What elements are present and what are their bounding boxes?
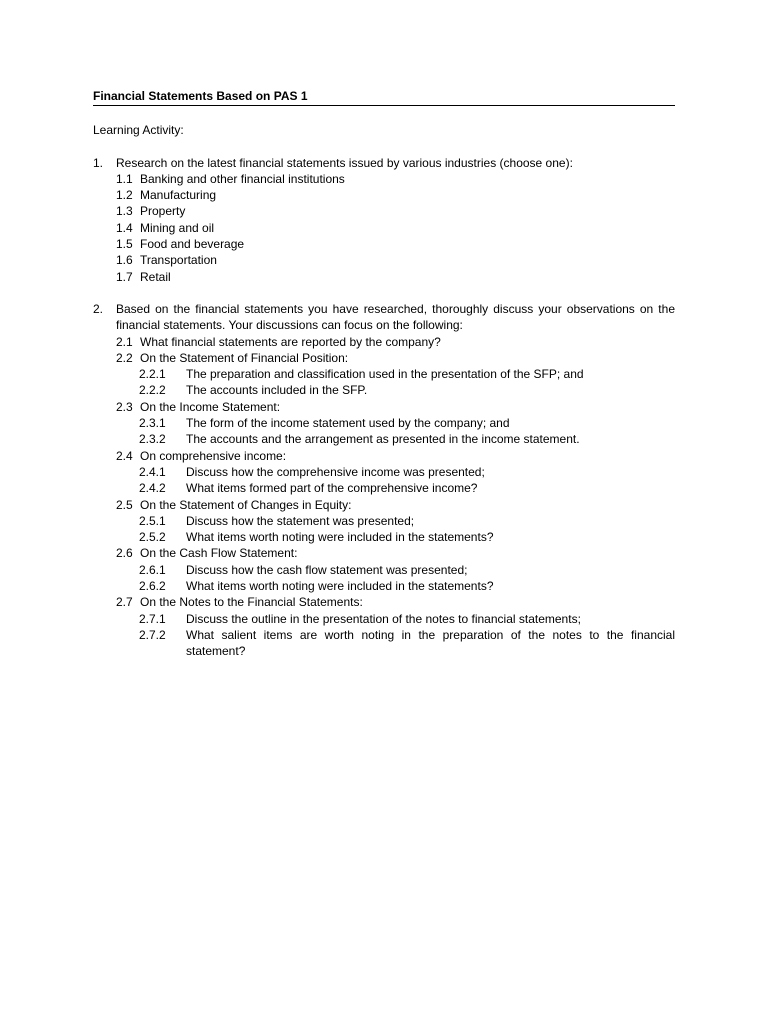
item-text: Research on the latest financial statements issued by various industries (choose one): xyxy=(116,155,573,170)
sub-sub-text: What items worth noting were included in the statements? xyxy=(186,579,494,594)
sub-sub-number: 2.2.1 xyxy=(139,367,166,382)
sub-number: 1.3 xyxy=(116,204,133,219)
item-number: 2. xyxy=(93,301,104,316)
sub-item xyxy=(116,252,675,268)
sub-number: 2.6 xyxy=(116,546,133,561)
sub-item xyxy=(116,220,675,236)
sub-text: Transportation xyxy=(140,253,217,268)
sub-item xyxy=(116,594,675,610)
list-item-2 xyxy=(93,301,675,660)
sub-sub-number: 2.4.2 xyxy=(139,481,166,496)
sub-sub-number: 2.5.2 xyxy=(139,530,166,545)
sub-sub-text: The form of the income statement used by the company; and xyxy=(186,416,510,431)
sub-sub-text: The accounts included in the SFP. xyxy=(186,383,368,398)
sub-sub-number: 2.2.2 xyxy=(139,383,166,398)
sub-sub-text: What items formed part of the comprehensive income? xyxy=(186,481,478,496)
sub-text: What financial statements are reported by the company? xyxy=(140,334,441,349)
sub-sub-item xyxy=(139,382,675,398)
sub-item xyxy=(116,171,675,187)
sub-text: Manufacturing xyxy=(140,188,217,203)
sub-number: 2.1 xyxy=(116,334,133,349)
sub-text: Banking and other financial institutions xyxy=(140,171,345,186)
sub-item xyxy=(116,350,675,366)
sub-sub-item xyxy=(139,480,675,496)
sub-sub-number: 2.6.1 xyxy=(139,562,166,577)
sub-sub-item xyxy=(139,611,675,627)
sub-item xyxy=(116,497,675,513)
sub-sub-number: 2.6.2 xyxy=(139,579,166,594)
item-text: Based on the financial statements you have researched, thoroughly discuss your observations on the financial statements. Your discussions can focus on the following: xyxy=(116,301,675,333)
sub-number: 1.6 xyxy=(116,253,133,268)
sub-sub-text: Discuss how the statement was presented; xyxy=(186,513,415,528)
sub-sub-text: What items worth noting were included in the statements? xyxy=(186,530,494,545)
sub-number: 2.7 xyxy=(116,595,133,610)
sub-sub-item xyxy=(139,562,675,578)
sub-sub-text: The accounts and the arrangement as presented in the income statement. xyxy=(186,432,580,447)
sub-text: On comprehensive income: xyxy=(140,448,287,463)
sub-number: 1.5 xyxy=(116,237,133,252)
sub-text: Retail xyxy=(140,269,171,284)
sub-sub-text: The preparation and classification used in the presentation of the SFP; and xyxy=(186,367,584,382)
sub-sub-number: 2.5.1 xyxy=(139,513,166,528)
sub-text: On the Statement of Changes in Equity: xyxy=(140,497,352,512)
sub-number: 1.1 xyxy=(116,171,133,186)
sub-text: Food and beverage xyxy=(140,237,245,252)
sub-sub-number: 2.7.1 xyxy=(139,611,166,626)
sub-sub-item xyxy=(139,431,675,447)
sub-sub-item xyxy=(139,513,675,529)
sub-number: 1.2 xyxy=(116,188,133,203)
sub-sub-item xyxy=(139,627,675,660)
sub-sub-text: What salient items are worth noting in the preparation of the notes to the financial statement? xyxy=(186,627,675,659)
sub-number: 1.4 xyxy=(116,220,133,235)
sub-item xyxy=(116,269,675,285)
sub-text: On the Notes to the Financial Statements: xyxy=(140,595,363,610)
sub-item xyxy=(116,448,675,464)
sub-item xyxy=(116,545,675,561)
sub-sub-number: 2.3.2 xyxy=(139,432,166,447)
sub-number: 2.5 xyxy=(116,497,133,512)
sub-sub-number: 2.7.2 xyxy=(139,627,166,642)
document-title: Financial Statements Based on PAS 1 xyxy=(93,88,675,106)
sub-number: 2.2 xyxy=(116,350,133,365)
sub-sub-number: 2.4.1 xyxy=(139,464,166,479)
sub-item xyxy=(116,236,675,252)
sub-number: 2.3 xyxy=(116,399,133,414)
item-number: 1. xyxy=(93,155,104,170)
sub-sub-number: 2.3.1 xyxy=(139,416,166,431)
sub-sub-item xyxy=(139,415,675,431)
sub-text: On the Income Statement: xyxy=(140,399,281,414)
sub-sub-item xyxy=(139,578,675,594)
sub-sub-text: Discuss the outline in the presentation of the notes to financial statements; xyxy=(186,611,581,626)
sub-sub-text: Discuss how the comprehensive income was presented; xyxy=(186,464,485,479)
list-item-1 xyxy=(93,155,675,285)
sub-text: On the Cash Flow Statement: xyxy=(140,546,298,561)
sub-text: Mining and oil xyxy=(140,220,215,235)
sub-item xyxy=(116,334,675,350)
sub-text: On the Statement of Financial Position: xyxy=(140,350,349,365)
sub-number: 1.7 xyxy=(116,269,133,284)
sub-item xyxy=(116,203,675,219)
sub-item xyxy=(116,187,675,203)
document-body xyxy=(93,88,675,660)
sub-sub-item xyxy=(139,529,675,545)
sub-sub-text: Discuss how the cash flow statement was presented; xyxy=(186,562,468,577)
sub-sub-item xyxy=(139,464,675,480)
activity-label: Learning Activity: xyxy=(93,123,184,138)
sub-number: 2.4 xyxy=(116,448,133,463)
sub-text: Property xyxy=(140,204,186,219)
sub-sub-item xyxy=(139,366,675,382)
sub-item xyxy=(116,399,675,415)
